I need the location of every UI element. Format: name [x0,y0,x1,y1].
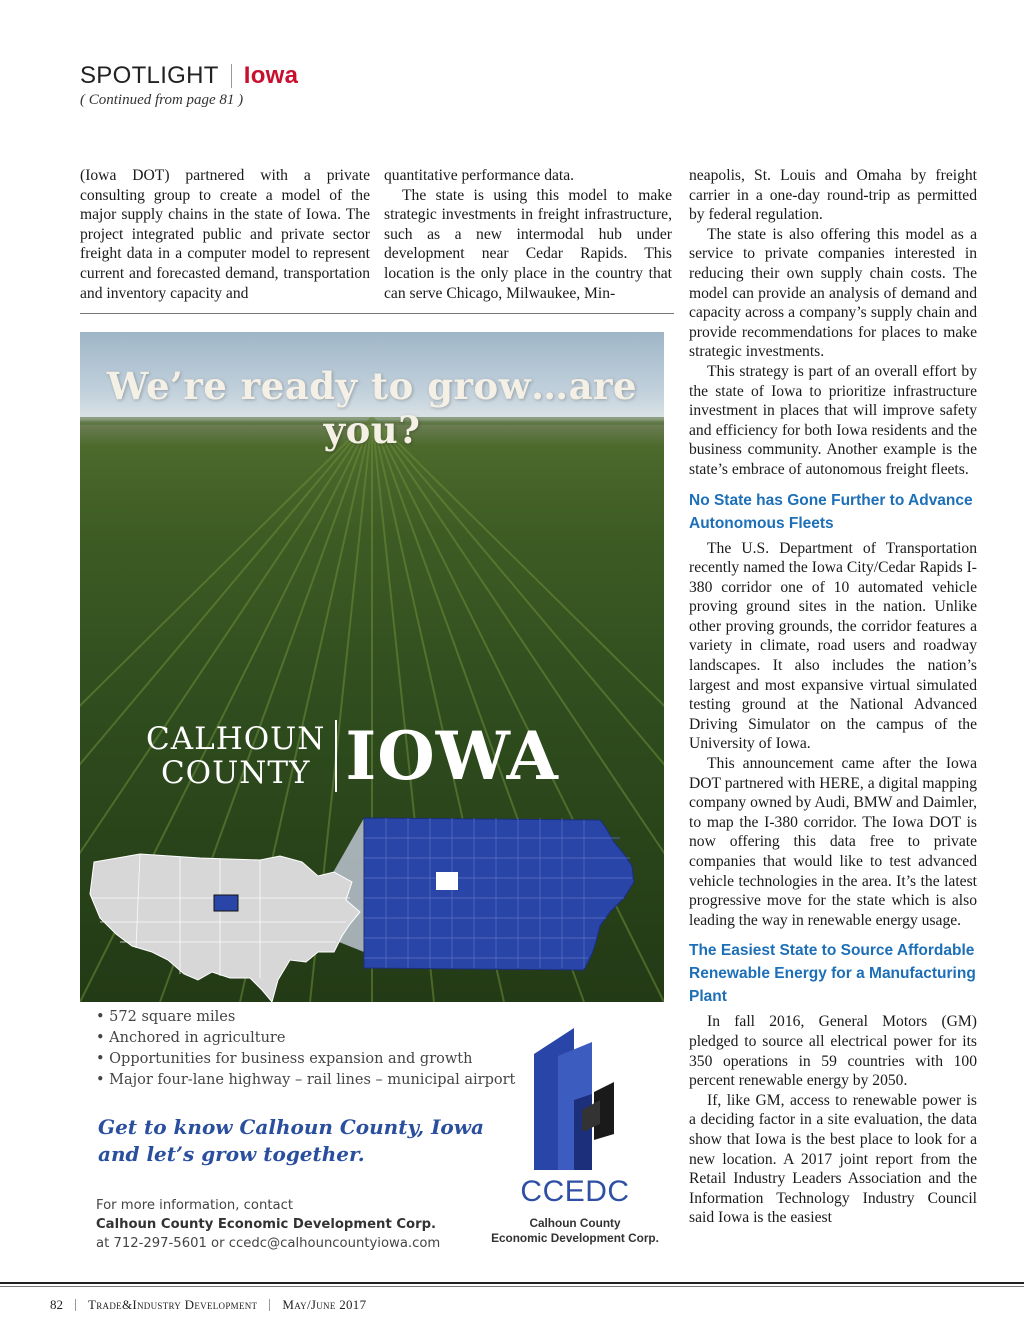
paragraph: (Iowa DOT) partnered with a private consulting group to create a model of the major supply chains in the state of Iowa. The project integrated public and private sector freight data in a computer model to represent current and forecasted demand, transportation and inventory capacity and [80,167,370,302]
contact-organization: Calhoun County Economic Development Corp. [96,1217,437,1232]
header-divider [231,64,232,88]
tagline-line-2: and let’s grow together. [98,1142,365,1166]
ad-contact-info [96,1196,440,1253]
ccedc-name-line-1: Calhoun County [529,1216,621,1230]
column-3 [689,166,977,1228]
issue-date: May/June 2017 [282,1297,367,1312]
state-label: Iowa [243,62,299,89]
paragraph: This strategy is part of an overall effort by the state of Iowa to prioritize infrastructure investment in places that will improve safety and efficiency for both Iowa residents and the business community. Another example is the state’s embrace of autonomous freight fleets. [689,362,977,478]
calhoun-iowa-logo [146,717,559,795]
county-word: COUNTY [160,755,311,791]
page-header [80,62,298,109]
magazine-name-part-1: Trade [88,1297,122,1312]
paragraph: If, like GM, access to renewable power is a deciding factor in a site evaluation, the data show that Iowa is the best place to look for a new location. A 2017 joint report from the Retail Industry Leaders Association and the Information Technology Industry Council said Iowa is the easiest [689,1091,977,1227]
ccedc-buildings-icon [530,1020,620,1170]
page-footer [50,1297,366,1313]
bullet-item: • Anchored in agriculture [96,1028,515,1049]
magazine-ampersand: & [121,1297,133,1312]
footer-divider [269,1299,270,1311]
magazine-name-part-2: Industry Development [132,1297,258,1312]
footer-rule-thin [0,1286,1024,1287]
column-2 [384,166,672,303]
bullet-item: • Major four-lane highway – rail lines – municipal airport [96,1070,515,1091]
subheading-renewable-energy: The Easiest State to Source Affordable Renewable Energy for a Manufacturing Plant [689,942,976,1006]
paragraph: neapolis, St. Louis and Omaha by freight carrier in a one-day round-trip as permitted by federal regulation. [689,167,977,224]
calhoun-word: CALHOUN [146,721,326,757]
ccedc-full-name [480,1216,664,1246]
paragraph: quantitative performance data. [384,167,575,184]
magazine-name [88,1297,257,1313]
iowa-state-large [364,818,634,970]
bullet-item: • 572 square miles [96,1007,515,1028]
calhoun-county-highlight [436,872,458,890]
bullet-item: • Opportunities for business expansion and growth [96,1049,515,1070]
ad-headline: We’re ready to grow…are you? [106,364,638,452]
paragraph: The state is using this model to make strategic investments in freight infrastructure, such as a new intermodal hub under development near Cedar Rapids. This location is the only place in the country that can serve Chicago, Milwaukee, Min- [384,186,672,302]
header-line [80,62,298,90]
tagline-line-1: Get to know Calhoun County, Iowa [98,1115,484,1139]
section-label: SPOTLIGHT [80,62,219,89]
ad-bullet-list [96,1007,515,1091]
iowa-highlight-small [214,895,238,911]
ccedc-logo-text: CCEDC [520,1175,630,1208]
paragraph: This announcement came after the Iowa DOT partnered with HERE, a digital mapping company owned by Audi, BMW and Daimler, to map the I-380 corridor. The Iowa DOT is now offering this data free to private companies that would like to test advanced vehicle technologies in the area. It’s the latest progressive move for the state which is also leading the way in renewable energy usage. [689,755,977,929]
column-1 [80,166,370,303]
ad-top-rule [80,313,674,314]
contact-intro: For more information, contact [96,1198,293,1213]
footer-divider [75,1299,76,1311]
subheading-autonomous-fleets: No State has Gone Further to Advance Autonomous Fleets [689,491,973,532]
calhoun-county-advertisement [80,332,664,1254]
paragraph: In fall 2016, General Motors (GM) pledged to source all electrical power for its 350 operations in 59 countries with 100 percent renewable energy by 2050. [689,1013,977,1090]
calhoun-county-wordmark [146,722,325,790]
paragraph: The state is also offering this model as a service to private companies interested in reducing their own supply chain costs. The model can provide an analysis of demand and capacity across a company’s supply chain and provide recommendations for places to make strategic investments. [689,225,977,361]
paragraph: The U.S. Department of Transportation recently named the Iowa City/Cedar Rapids I-380 corridor one of 10 automated vehicle proving ground sites in the nation. Unlike other proving grounds, the corridor features a variety in climate, road users and roadway landscapes. It also includes the nation’s largest and most expansive virtual simulated testing ground at the National Advanced Driving Simulator on the campus of the University of Iowa. [689,539,977,753]
us-map-outline [90,854,360,1002]
contact-details: at 712-297-5601 or ccedc@calhouncountyiowa.com [96,1236,441,1251]
logo-divider [335,720,337,792]
iowa-wordmark: IOWA [345,717,559,795]
footer-rule [0,1282,1024,1284]
page-number: 82 [50,1297,63,1312]
continued-note: ( Continued from page 81 ) [80,92,244,108]
ccedc-name-line-2: Economic Development Corp. [491,1231,659,1245]
us-iowa-map [80,802,664,1012]
ad-tagline [98,1114,484,1168]
